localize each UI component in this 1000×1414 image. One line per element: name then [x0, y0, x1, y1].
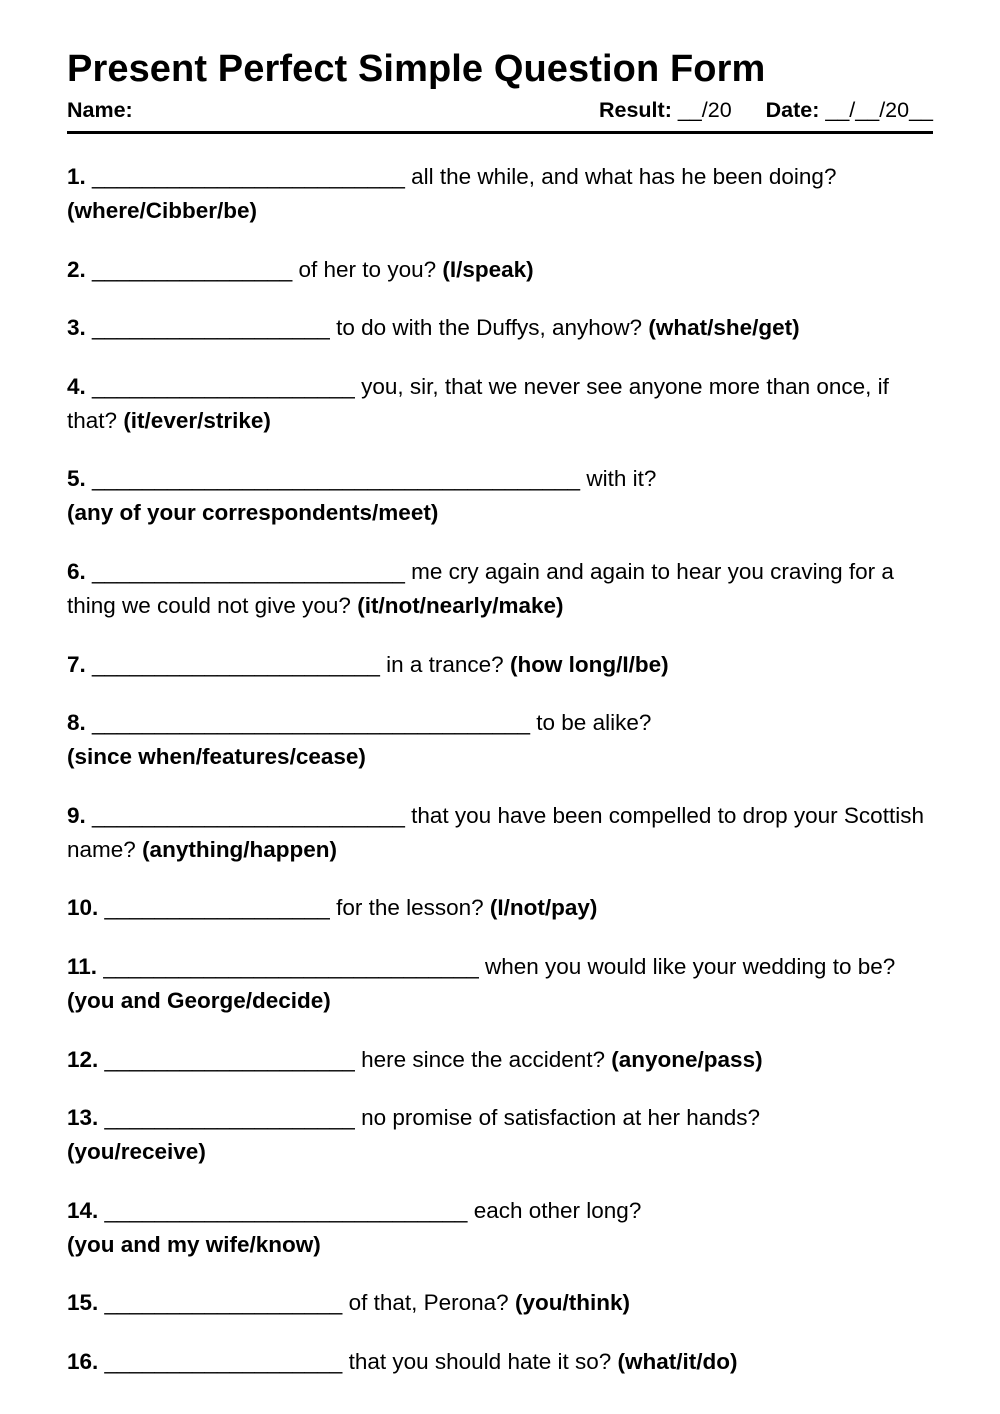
question-number: 16. — [67, 1348, 99, 1374]
answer-blank[interactable]: _________________________ — [92, 558, 405, 584]
answer-blank[interactable]: __________________ — [104, 895, 330, 921]
verb-hint: (I/not/pay) — [489, 895, 598, 921]
answer-blank[interactable]: ______________________________ — [103, 953, 479, 979]
worksheet — [67, 44, 933, 1404]
question-number: 11. — [67, 953, 98, 979]
question-item — [67, 706, 933, 774]
answer-blank[interactable]: _______________________________________ — [92, 466, 581, 492]
question-item — [67, 648, 933, 682]
verb-hint: (anything/happen) — [142, 836, 338, 862]
question-number: 5. — [67, 466, 86, 492]
verb-hint: (you and my wife/know) — [67, 1231, 321, 1257]
question-number: 8. — [67, 710, 86, 736]
question-number: 3. — [67, 315, 86, 341]
date-value: __/__/20__ — [825, 98, 933, 122]
question-number: 12. — [67, 1046, 99, 1072]
question-item — [67, 799, 933, 867]
question-text: in a trance? — [386, 651, 504, 677]
verb-hint: (any of your correspondents/meet) — [67, 500, 439, 526]
question-text: each other long? — [473, 1197, 642, 1223]
question-item — [67, 555, 933, 623]
verb-hint: (what/she/get) — [648, 315, 800, 341]
verb-hint: (since when/features/cease) — [67, 744, 366, 770]
question-item — [67, 1345, 933, 1379]
question-text: for the lesson? — [336, 895, 484, 921]
verb-hint: (what/it/do) — [617, 1348, 738, 1374]
question-text: all the while, and what has he been doing? — [411, 164, 837, 189]
answer-blank[interactable]: ____________________ — [104, 1046, 355, 1072]
verb-hint: (I/speak) — [442, 256, 534, 282]
question-item — [67, 1043, 933, 1077]
date-label: Date: — [765, 98, 820, 122]
question-number: 7. — [67, 651, 86, 677]
verb-hint: (it/ever/strike) — [123, 407, 271, 433]
question-item — [67, 1194, 933, 1262]
answer-blank[interactable]: _____________________________ — [104, 1197, 468, 1223]
result-date — [599, 98, 933, 123]
question-list — [67, 160, 933, 1379]
question-text: me cry again and again to hear you craving for a thing we could not give you? — [67, 558, 894, 618]
question-number: 9. — [67, 802, 86, 828]
question-text: to do with the Duffys, anyhow? — [336, 315, 643, 341]
question-text: that you have been compelled to drop your Scottish name? — [67, 802, 924, 862]
question-number: 15. — [67, 1290, 99, 1316]
question-item — [67, 1101, 933, 1169]
question-number: 14. — [67, 1197, 99, 1223]
verb-hint: (how long/I/be) — [509, 651, 669, 677]
result-label: Result: — [598, 98, 672, 122]
question-item — [67, 160, 933, 228]
header-divider — [67, 131, 933, 134]
answer-blank[interactable]: _________________________ — [92, 164, 405, 189]
question-item — [67, 462, 933, 530]
question-number: 1. — [67, 164, 86, 189]
question-item — [67, 311, 933, 345]
question-number: 4. — [67, 373, 86, 399]
question-item — [67, 1286, 933, 1320]
verb-hint: (you and George/decide) — [67, 987, 331, 1013]
answer-blank[interactable]: _________________________ — [92, 802, 405, 828]
page-title: Present Perfect Simple Question Form — [67, 48, 766, 90]
question-text: of that, Perona? — [348, 1290, 509, 1316]
question-number: 2. — [67, 256, 86, 282]
question-text: no promise of satisfaction at her hands? — [361, 1105, 761, 1131]
question-number: 10. — [67, 895, 99, 921]
question-item — [67, 950, 933, 1018]
question-item — [67, 891, 933, 925]
verb-hint: (it/not/nearly/make) — [357, 592, 564, 618]
answer-blank[interactable]: ___________________________________ — [92, 710, 531, 736]
question-text: that you should hate it so? — [348, 1348, 612, 1374]
answer-blank[interactable]: ___________________ — [92, 315, 330, 341]
question-number: 13. — [67, 1105, 99, 1131]
question-text: with it? — [586, 466, 657, 492]
question-item — [67, 370, 933, 438]
header-meta — [67, 98, 933, 131]
question-text: of her to you? — [298, 256, 437, 282]
answer-blank[interactable]: _____________________ — [92, 373, 355, 399]
name-label: Name: — [67, 98, 133, 122]
question-text: here since the accident? — [361, 1046, 606, 1072]
answer-blank[interactable]: ____________________ — [104, 1105, 355, 1131]
question-item — [67, 253, 933, 287]
answer-blank[interactable]: ________________ — [92, 256, 293, 282]
answer-blank[interactable]: ___________________ — [104, 1290, 343, 1316]
answer-blank[interactable]: _______________________ — [92, 651, 380, 677]
question-text: to be alike? — [536, 710, 652, 736]
verb-hint: (where/Cibber/be) — [67, 198, 258, 223]
result-value: __/20 — [677, 98, 732, 122]
verb-hint: (you/receive) — [67, 1139, 206, 1165]
answer-blank[interactable]: ___________________ — [104, 1348, 343, 1374]
verb-hint: (anyone/pass) — [611, 1046, 763, 1072]
question-number: 6. — [67, 558, 86, 584]
verb-hint: (you/think) — [514, 1290, 630, 1316]
question-text: you, sir, that we never see anyone more than once, if that? — [67, 373, 889, 433]
question-text: when you would like your wedding to be? — [484, 953, 896, 979]
